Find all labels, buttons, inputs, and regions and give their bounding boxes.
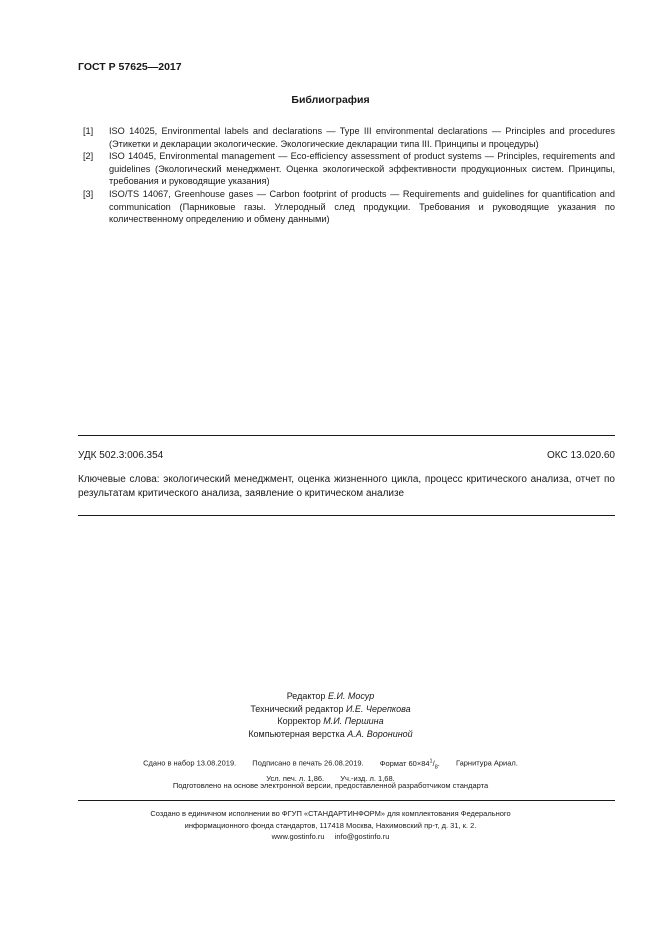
publisher-contacts [0, 831, 661, 843]
bibliography-item-number: [3] [83, 188, 94, 199]
imprint-format [380, 759, 440, 768]
divider-top [78, 435, 615, 436]
credit-label: Корректор [277, 716, 321, 727]
credit-label: Компьютерная верстка [248, 728, 345, 739]
bibliography-item-text: ISO/TS 14067, Greenhouse gases — Carbon footprint of products — Requirements and guidelines for quantification and communication (Парниковые газы. Углеродный след продукции. Требования и руководящие указания по количественному определению и обмену данными) [109, 188, 615, 225]
bibliography-item [83, 188, 615, 226]
publisher-block [0, 808, 661, 843]
oks-code: ОКС 13.020.60 [547, 450, 615, 461]
credit-label: Технический редактор [250, 703, 344, 714]
credit-name: А.А. Ворониной [347, 728, 413, 739]
credit-name: Е.И. Мосур [327, 691, 375, 701]
imprint-format-suffix: . [437, 758, 440, 768]
bibliography-item-text: ISO 14025, Environmental labels and declarations — Type III environmental declarations — Principles and procedures (Этикетки и декларации экологические. Экологические декларации типа III. Принципы и процедуры) [109, 126, 615, 149]
credits-block [0, 690, 661, 740]
credit-corrector [0, 715, 661, 728]
udk-code: УДК 502.3:006.354 [78, 450, 164, 461]
imprint-pub-sheets: Уч.-изд. л. 1,68. [340, 774, 395, 783]
publisher-email-link[interactable]: info@gostinfo.ru [334, 832, 390, 841]
prepared-note: Подготовлено на основе электронной версии, предоставленной разработчиком стандарта [172, 781, 489, 790]
bibliography-list [83, 125, 615, 226]
imprint-typeface: Гарнитура Ариал. [455, 758, 518, 768]
imprint-format-numerator: 1 [429, 758, 433, 764]
imprint-line-1 [0, 755, 661, 773]
publisher-website-link[interactable]: www.gostinfo.ru [271, 832, 325, 841]
imprint-submitted: Сдано в набор 13.08.2019. [143, 758, 237, 768]
bibliography-item [83, 150, 615, 188]
credit-layout [0, 728, 661, 741]
publisher-line-1: Создано в единичном исполнении во ФГУП «СТАНДАРТИНФОРМ» для комплектования Федерального [150, 809, 511, 818]
credit-tech-editor [0, 703, 661, 716]
imprint-format-slash: / [432, 758, 435, 768]
credit-name: И.Е. Черепкова [345, 703, 411, 714]
bibliography-item-number: [1] [83, 126, 94, 136]
document-code: ГОСТ Р 57625—2017 [78, 61, 182, 73]
credit-name: М.И. Першина [323, 716, 384, 727]
keywords: Ключевые слова: экологический менеджмент, оценка жизненного цикла, процесс критического анализа, отчет по результатам критического анализа, заявление о критическом анализе [78, 474, 615, 499]
credit-label: Редактор [286, 691, 326, 701]
bibliography-title: Библиография [291, 94, 370, 106]
bibliography-item-number: [2] [83, 151, 94, 162]
divider-bottom [78, 515, 615, 516]
imprint-format-denominator: 8 [434, 764, 438, 770]
imprint-print-sheets: Усл. печ. л. 1,86. [266, 774, 325, 783]
bibliography-item-text: ISO 14045, Environmental management — Eco-efficiency assessment of product systems — Principles, requirements and guidelines (Экологический менеджмент. Оценка экологической эффективности продукционных систем. Принципы, требования и руководящие указания) [109, 151, 615, 187]
bibliography-item [83, 125, 615, 150]
imprint-format-prefix: Формат 60×84 [379, 758, 430, 768]
publisher-line-2: информационного фонда стандартов, 117418 Москва, Нахимовский пр-т, д. 31, к. 2. [184, 820, 477, 830]
divider-imprint [78, 800, 615, 801]
imprint-signed: Подписано в печать 26.08.2019. [252, 758, 364, 768]
credit-editor [0, 690, 661, 703]
